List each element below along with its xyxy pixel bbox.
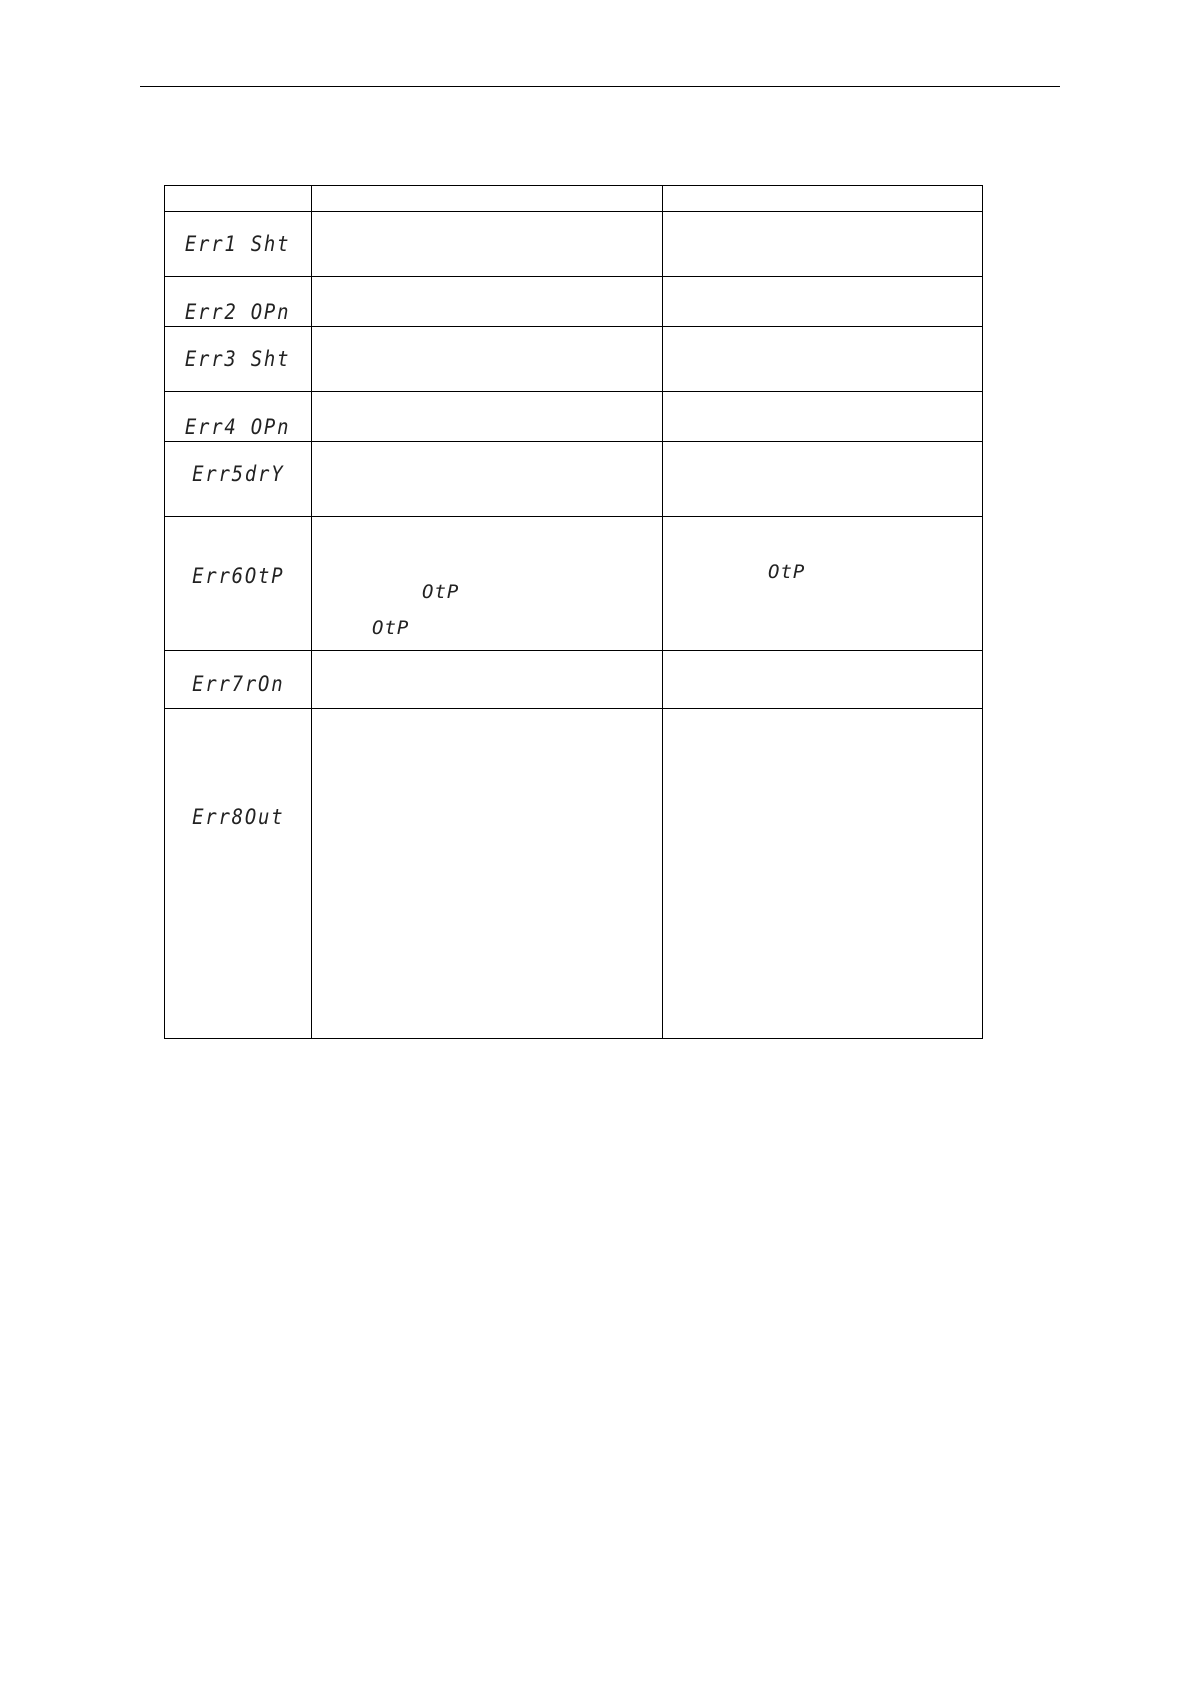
error-code-cell bbox=[165, 442, 312, 517]
error-code-cell bbox=[165, 277, 312, 327]
error-code: Err4 OPn bbox=[185, 414, 291, 439]
inline-otp-code: OtP bbox=[422, 581, 460, 603]
error-code: Err2 OPn bbox=[185, 299, 291, 324]
table-row bbox=[165, 212, 983, 277]
solution-cell bbox=[663, 392, 983, 442]
header-cell-solution bbox=[663, 186, 983, 212]
cause-cell bbox=[312, 392, 663, 442]
cause-cell bbox=[312, 212, 663, 277]
header-cell-code bbox=[165, 186, 312, 212]
cause-cell bbox=[312, 709, 663, 1039]
error-code-cell bbox=[165, 392, 312, 442]
table-header-row bbox=[165, 186, 983, 212]
error-code-cell bbox=[165, 212, 312, 277]
inline-otp-code: OtP bbox=[768, 561, 806, 583]
error-code: Err7rOn bbox=[191, 671, 285, 696]
solution-cell bbox=[663, 212, 983, 277]
cause-cell bbox=[312, 651, 663, 709]
error-code: Err5drY bbox=[191, 462, 285, 486]
error-code: Err6OtP bbox=[191, 563, 285, 588]
header-rule bbox=[140, 86, 1060, 87]
table-row bbox=[165, 277, 983, 327]
cause-cell bbox=[312, 277, 663, 327]
table-row bbox=[165, 327, 983, 392]
inline-otp-code: OtP bbox=[372, 617, 410, 639]
cause-cell bbox=[312, 442, 663, 517]
cause-cell bbox=[312, 517, 663, 651]
error-code-cell bbox=[165, 517, 312, 651]
solution-cell bbox=[663, 327, 983, 392]
solution-cell bbox=[663, 277, 983, 327]
solution-cell bbox=[663, 442, 983, 517]
error-code: Err3 Sht bbox=[185, 347, 291, 371]
header-cell-cause bbox=[312, 186, 663, 212]
solution-cell bbox=[663, 517, 983, 651]
table-row bbox=[165, 517, 983, 651]
table-row bbox=[165, 392, 983, 442]
table-row bbox=[165, 709, 983, 1039]
solution-cell bbox=[663, 709, 983, 1039]
error-code-cell bbox=[165, 327, 312, 392]
cause-cell bbox=[312, 327, 663, 392]
error-code: Err8Out bbox=[191, 805, 285, 829]
error-code-cell bbox=[165, 651, 312, 709]
error-code-cell bbox=[165, 709, 312, 1039]
error-code: Err1 Sht bbox=[185, 232, 291, 256]
table-row bbox=[165, 442, 983, 517]
table-row bbox=[165, 651, 983, 709]
error-code-table bbox=[164, 185, 983, 1039]
solution-cell bbox=[663, 651, 983, 709]
